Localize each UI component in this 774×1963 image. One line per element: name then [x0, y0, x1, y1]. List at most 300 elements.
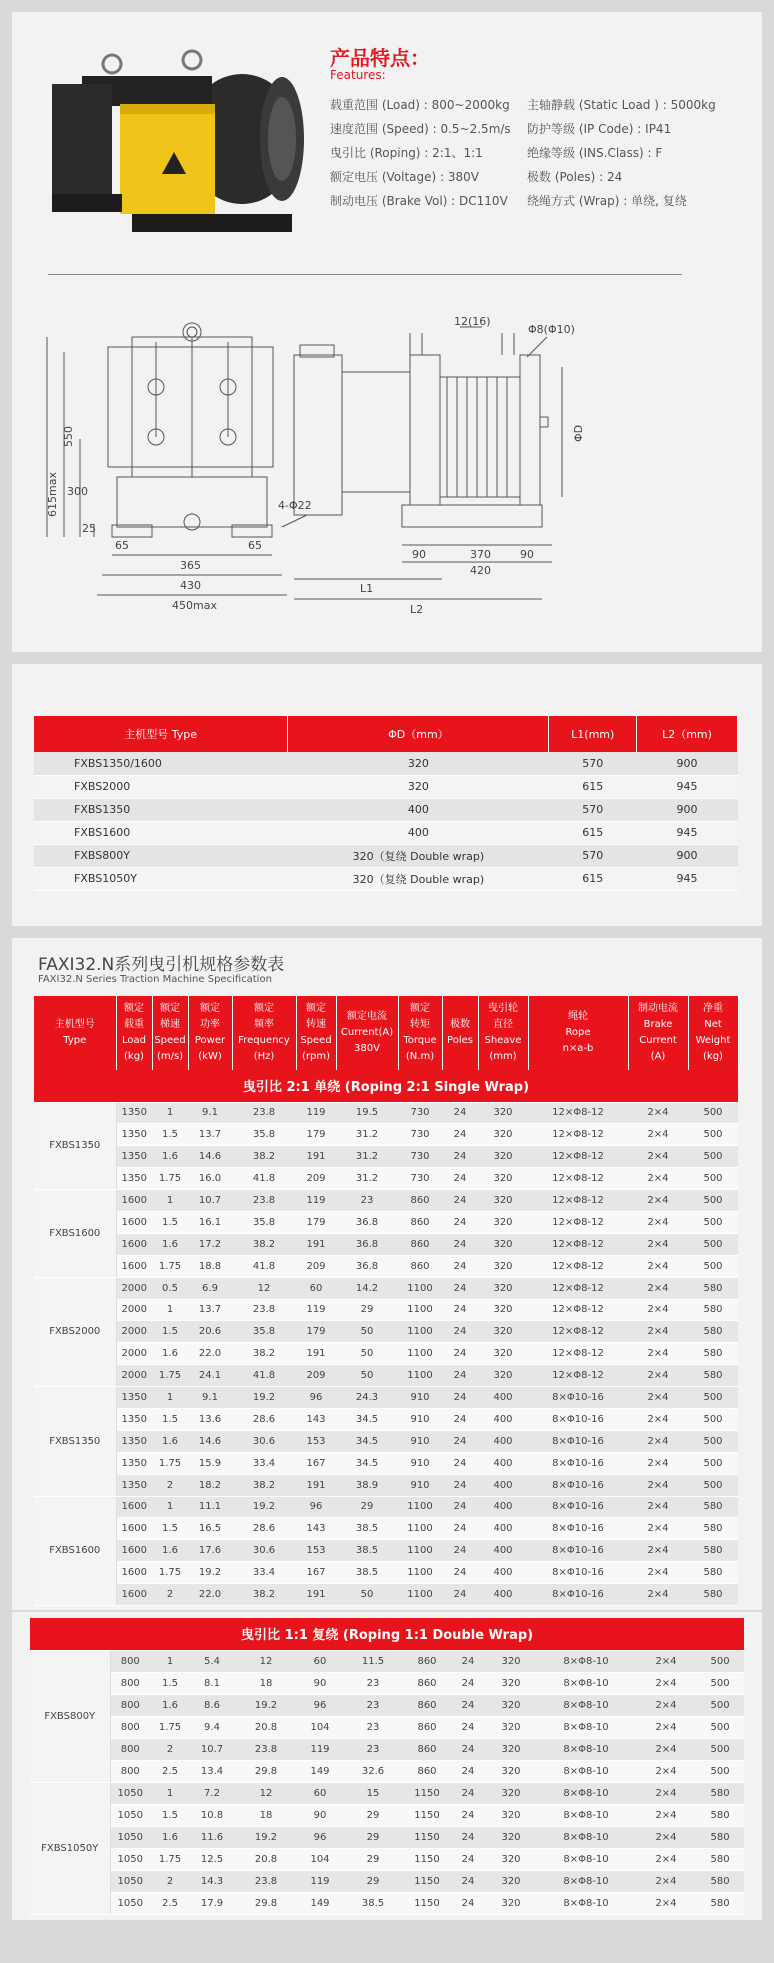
table-cell: 580: [688, 1277, 738, 1299]
table-cell: 1.6: [150, 1694, 190, 1716]
table-cell: 2×4: [628, 1496, 688, 1518]
table-cell: 1: [152, 1102, 188, 1124]
dim-300: 300: [67, 485, 88, 498]
table-cell: 24: [442, 1343, 478, 1365]
table-cell: 1350: [116, 1408, 152, 1430]
table-cell: 1350: [116, 1387, 152, 1409]
table-cell: 500: [688, 1190, 738, 1212]
table-cell: 1100: [398, 1365, 442, 1387]
table-cell: 24: [442, 1255, 478, 1277]
section-row: [30, 1618, 744, 1650]
table-cell: 8×Φ10-16: [528, 1562, 628, 1584]
feature-left-4: 制动电压 (Brake Vol) : DC110V: [330, 194, 508, 208]
table-cell: 2×4: [628, 1168, 688, 1190]
table-cell: 23: [336, 1190, 398, 1212]
table-cell: 1.6: [152, 1146, 188, 1168]
table-cell: 1350: [116, 1124, 152, 1146]
header-line: (kg): [703, 1051, 723, 1062]
table-cell: 2×4: [628, 1430, 688, 1452]
table-cell: 580: [688, 1299, 738, 1321]
table-cell: 12: [232, 1277, 296, 1299]
table-cell: 20.8: [234, 1716, 298, 1738]
table-cell: 320: [288, 775, 549, 798]
table-cell: 2000: [116, 1343, 152, 1365]
table-cell: 2×4: [628, 1190, 688, 1212]
table-cell: 9.4: [190, 1716, 234, 1738]
table-cell: 570: [549, 752, 637, 775]
table-cell: 8×Φ8-10: [536, 1826, 636, 1848]
table-cell: 400: [478, 1540, 528, 1562]
table-cell: FXBS800Y: [34, 844, 288, 867]
table-cell: 22.0: [188, 1343, 232, 1365]
table-cell: 23: [342, 1738, 404, 1760]
table-cell: 2×4: [628, 1343, 688, 1365]
header-line: Speed: [154, 1035, 186, 1046]
dim-365: 365: [180, 559, 201, 572]
table-cell: 580: [688, 1562, 738, 1584]
table-cell: 730: [398, 1168, 442, 1190]
table-cell: 1100: [398, 1321, 442, 1343]
table-cell: 209: [296, 1168, 336, 1190]
table-row: [34, 1518, 738, 1540]
feature-left-3: 额定电压 (Voltage) : 380V: [330, 170, 479, 184]
header-line: Current(A): [340, 1027, 394, 1038]
table-cell: 24.3: [336, 1387, 398, 1409]
table-cell: 191: [296, 1146, 336, 1168]
table-cell: 2.5: [150, 1892, 190, 1914]
table-cell: 860: [398, 1211, 442, 1233]
table-cell: 2×4: [628, 1365, 688, 1387]
table-cell: 1100: [398, 1562, 442, 1584]
table-cell: 2×4: [636, 1848, 696, 1870]
table-cell: 29.8: [234, 1892, 298, 1914]
table-row: [34, 1255, 738, 1277]
table-cell: 41.8: [232, 1168, 296, 1190]
table-cell: 23: [342, 1672, 404, 1694]
table-cell: 1600: [116, 1540, 152, 1562]
table-cell: 11.5: [342, 1650, 404, 1672]
table-cell: 500: [696, 1672, 744, 1694]
feature-right-0: 主轴静载 (Static Load ) : 5000kg: [527, 98, 716, 112]
table-cell: 2×4: [636, 1716, 696, 1738]
table-cell: 14.2: [336, 1277, 398, 1299]
table-cell: 1150: [404, 1848, 450, 1870]
table-row: [34, 1168, 738, 1190]
table-cell: 730: [398, 1146, 442, 1168]
table-cell: 320: [486, 1694, 536, 1716]
table-cell: 800: [110, 1716, 150, 1738]
header-line: (A): [650, 1051, 666, 1062]
table-cell: 167: [296, 1562, 336, 1584]
header-line: Torque: [403, 1035, 437, 1046]
table-cell: 14.6: [188, 1430, 232, 1452]
table-cell: 1: [150, 1782, 190, 1804]
header-line: 净重: [703, 1003, 723, 1014]
table-cell: 16.0: [188, 1168, 232, 1190]
dimension-table: [34, 716, 738, 891]
table-cell: 119: [296, 1102, 336, 1124]
table-cell: 38.2: [232, 1343, 296, 1365]
table-cell: 2×4: [628, 1387, 688, 1409]
table-cell: 8×Φ10-16: [528, 1584, 628, 1606]
table-cell: 500: [688, 1146, 738, 1168]
table-cell: 400: [288, 821, 549, 844]
header-line: (kW): [198, 1051, 222, 1062]
table-cell: 320: [486, 1782, 536, 1804]
table-cell: 320: [478, 1299, 528, 1321]
table-cell: 2×4: [628, 1518, 688, 1540]
table-cell: 320: [478, 1146, 528, 1168]
table-cell: 96: [296, 1496, 336, 1518]
header-line: 额定: [410, 1003, 430, 1014]
header-line: 额定电流: [347, 1011, 387, 1022]
table-cell: 1.6: [152, 1233, 188, 1255]
table-cell: 119: [296, 1299, 336, 1321]
header-line: (m/s): [156, 1051, 184, 1062]
table-cell: 96: [296, 1387, 336, 1409]
table-cell: 320（复绕 Double wrap): [288, 867, 549, 890]
table-cell: 24: [442, 1277, 478, 1299]
table-cell: 1150: [404, 1826, 450, 1848]
table-cell: 1350: [116, 1452, 152, 1474]
table-cell: 580: [696, 1782, 744, 1804]
header-line: Speed: [300, 1035, 332, 1046]
table-cell: 143: [296, 1518, 336, 1540]
table-cell: 19.2: [188, 1562, 232, 1584]
table-cell: 9.1: [188, 1102, 232, 1124]
table-cell: 119: [298, 1738, 342, 1760]
table-cell: 8×Φ10-16: [528, 1496, 628, 1518]
table-cell: 320: [486, 1892, 536, 1914]
table-cell: 800: [110, 1694, 150, 1716]
dim-12-16: 12(16): [454, 317, 491, 328]
table-cell: 17.2: [188, 1233, 232, 1255]
table-cell: 580: [688, 1365, 738, 1387]
table-cell: 500: [688, 1430, 738, 1452]
table-cell: 1600: [116, 1233, 152, 1255]
table-cell: 38.2: [232, 1233, 296, 1255]
table-cell: 500: [688, 1102, 738, 1124]
table-cell: 119: [298, 1870, 342, 1892]
table-cell: 2: [152, 1474, 188, 1496]
header-line: 额定: [200, 1003, 220, 1014]
table-cell: 8×Φ8-10: [536, 1870, 636, 1892]
table-cell: 24: [442, 1540, 478, 1562]
table-cell: 1.75: [150, 1848, 190, 1870]
table-cell: 149: [298, 1760, 342, 1782]
table-cell: 24: [450, 1738, 486, 1760]
table-row: [34, 1124, 738, 1146]
table-cell: 320: [486, 1826, 536, 1848]
table-cell: 615: [549, 867, 637, 890]
table-row: [30, 1672, 744, 1694]
table-cell: 41.8: [232, 1255, 296, 1277]
table-row: [34, 821, 738, 844]
table-cell: 1: [152, 1190, 188, 1212]
table-cell: 2×4: [628, 1584, 688, 1606]
dim-col-header: L2（mm): [637, 716, 738, 752]
table-cell: 320: [486, 1870, 536, 1892]
dim-phi-d: ΦD: [572, 424, 585, 442]
table-cell: 8×Φ8-10: [536, 1650, 636, 1672]
header-line: (Hz): [253, 1051, 275, 1062]
table-cell: 1: [152, 1299, 188, 1321]
dim-phi8-phi10: Φ8(Φ10): [528, 323, 575, 336]
table-cell: 1.5: [150, 1804, 190, 1826]
table-cell: 31.2: [336, 1124, 398, 1146]
table-cell: 18: [234, 1672, 298, 1694]
table-cell: 24: [442, 1474, 478, 1496]
model-cell: FXBS1350: [34, 1387, 116, 1496]
dim-90-right: 90: [520, 548, 534, 561]
table-row: [30, 1760, 744, 1782]
header-line: (rpm): [301, 1051, 330, 1062]
table-cell: 945: [637, 821, 738, 844]
table-cell: 320: [478, 1168, 528, 1190]
table-cell: 104: [298, 1716, 342, 1738]
table-cell: 320: [486, 1672, 536, 1694]
table-cell: 8×Φ8-10: [536, 1716, 636, 1738]
table-cell: 1050: [110, 1782, 150, 1804]
table-row: [30, 1892, 744, 1914]
table-cell: 24: [442, 1168, 478, 1190]
dim-370: 370: [470, 548, 491, 561]
table-row: [34, 775, 738, 798]
section-title: 曳引比 2:1 单绕 (Roping 2:1 Single Wrap): [34, 1070, 738, 1102]
table-cell: 1: [152, 1496, 188, 1518]
header-line: Sheave: [484, 1035, 522, 1046]
table-cell: 1100: [398, 1496, 442, 1518]
table-cell: 29: [342, 1804, 404, 1826]
table-cell: 2000: [116, 1365, 152, 1387]
spec-col-header: [34, 996, 116, 1070]
dim-430: 430: [180, 579, 201, 592]
table-cell: 7.2: [190, 1782, 234, 1804]
spec-col-header: [478, 996, 528, 1070]
feature-left-1: 速度范围 (Speed) : 0.5~2.5m/s: [330, 122, 511, 136]
table-cell: 11.6: [190, 1826, 234, 1848]
table-cell: 500: [696, 1738, 744, 1760]
dim-25: 25: [82, 522, 96, 535]
table-cell: 179: [296, 1321, 336, 1343]
table-cell: 24: [442, 1496, 478, 1518]
table-cell: 104: [298, 1848, 342, 1870]
table-cell: 1150: [404, 1782, 450, 1804]
dim-550: 550: [62, 426, 75, 447]
table-cell: 191: [296, 1584, 336, 1606]
table-cell: 24: [450, 1848, 486, 1870]
table-cell: 8×Φ8-10: [536, 1848, 636, 1870]
table-cell: FXBS1050Y: [34, 867, 288, 890]
table-cell: 580: [688, 1584, 738, 1606]
table-row: [30, 1826, 744, 1848]
dim-col-header: 主机型号 Type: [34, 716, 288, 752]
table-cell: 22.0: [188, 1584, 232, 1606]
table-cell: 2×4: [636, 1672, 696, 1694]
table-cell: 2×4: [636, 1694, 696, 1716]
table-cell: 500: [688, 1211, 738, 1233]
table-cell: 2×4: [636, 1738, 696, 1760]
table-cell: 1600: [116, 1190, 152, 1212]
header-line: 梯速: [160, 1019, 180, 1030]
table-cell: 29: [342, 1826, 404, 1848]
spec-col-header: [398, 996, 442, 1070]
table-cell: 8×Φ10-16: [528, 1518, 628, 1540]
table-cell: 1100: [398, 1540, 442, 1562]
table-cell: 1: [152, 1387, 188, 1409]
table-cell: 2×4: [628, 1299, 688, 1321]
table-cell: 23.8: [232, 1299, 296, 1321]
table-cell: 30.6: [232, 1540, 296, 1562]
table-cell: 1600: [116, 1518, 152, 1540]
table-cell: 2×4: [628, 1452, 688, 1474]
table-cell: 500: [688, 1168, 738, 1190]
table-cell: 191: [296, 1343, 336, 1365]
table-cell: 6.9: [188, 1277, 232, 1299]
table-cell: 38.2: [232, 1474, 296, 1496]
table-cell: 13.7: [188, 1299, 232, 1321]
table-row: [34, 1102, 738, 1124]
table-cell: 1.6: [152, 1430, 188, 1452]
table-cell: 36.8: [336, 1255, 398, 1277]
table-cell: 2×4: [628, 1277, 688, 1299]
table-cell: 119: [296, 1190, 336, 1212]
table-row: [34, 1343, 738, 1365]
table-cell: 320: [486, 1848, 536, 1870]
spec-col-header: [442, 996, 478, 1070]
spec-table-single-wrap: [34, 996, 739, 1606]
table-cell: 1100: [398, 1518, 442, 1540]
model-cell: FXBS800Y: [30, 1650, 110, 1782]
table-cell: 1.75: [152, 1365, 188, 1387]
table-cell: 60: [298, 1650, 342, 1672]
table-cell: 8×Φ10-16: [528, 1540, 628, 1562]
dim-450max: 450max: [172, 599, 217, 612]
spec-table-double-wrap: [30, 1618, 744, 1915]
header-line: 380V: [354, 1043, 380, 1054]
table-cell: 23.8: [234, 1738, 298, 1760]
table-row: [34, 1299, 738, 1321]
spec-col-header: [528, 996, 628, 1070]
table-row: [34, 1321, 738, 1343]
table-cell: 320: [478, 1190, 528, 1212]
table-cell: 2×4: [628, 1408, 688, 1430]
table-cell: 96: [298, 1694, 342, 1716]
header-line: 转速: [306, 1019, 326, 1030]
table-cell: 615: [549, 821, 637, 844]
table-cell: 24: [442, 1233, 478, 1255]
table-cell: 580: [688, 1518, 738, 1540]
header-line: 频率: [254, 1019, 274, 1030]
table-cell: 580: [688, 1496, 738, 1518]
table-cell: 500: [688, 1124, 738, 1146]
table-cell: 1.5: [152, 1124, 188, 1146]
table-cell: 2000: [116, 1277, 152, 1299]
table-cell: 1100: [398, 1343, 442, 1365]
table-cell: 13.6: [188, 1408, 232, 1430]
table-cell: 38.9: [336, 1474, 398, 1496]
table-cell: FXBS1350: [34, 798, 288, 821]
table-cell: 50: [336, 1321, 398, 1343]
table-cell: 1350: [116, 1146, 152, 1168]
table-cell: 800: [110, 1738, 150, 1760]
table-cell: 320: [478, 1321, 528, 1343]
table-cell: 38.2: [232, 1584, 296, 1606]
table-cell: 11.1: [188, 1496, 232, 1518]
table-cell: 10.7: [190, 1738, 234, 1760]
table-cell: 15: [342, 1782, 404, 1804]
table-cell: 1.5: [152, 1321, 188, 1343]
table-cell: 8×Φ10-16: [528, 1474, 628, 1496]
dim-615max: 615max: [46, 472, 59, 517]
table-cell: 2×4: [628, 1211, 688, 1233]
table-cell: 28.6: [232, 1408, 296, 1430]
table-cell: 580: [688, 1321, 738, 1343]
table-cell: 12×Φ8-12: [528, 1168, 628, 1190]
table-cell: 2×4: [628, 1124, 688, 1146]
table-cell: 18.8: [188, 1255, 232, 1277]
table-row: [34, 1408, 738, 1430]
table-row: [34, 1474, 738, 1496]
table-row: [34, 844, 738, 867]
table-cell: 2×4: [636, 1826, 696, 1848]
table-cell: 24: [450, 1760, 486, 1782]
table-cell: 14.3: [190, 1870, 234, 1892]
table-cell: 17.6: [188, 1540, 232, 1562]
table-cell: 12×Φ8-12: [528, 1124, 628, 1146]
features-title: 产品特点：: [330, 46, 430, 70]
table-cell: 580: [696, 1892, 744, 1914]
table-row: [34, 1277, 738, 1299]
spec-title: FAXI32.N系列曳引机规格参数表: [38, 955, 285, 975]
spec-col-header: [688, 996, 738, 1070]
table-cell: 2×4: [628, 1102, 688, 1124]
table-cell: 500: [688, 1233, 738, 1255]
table-cell: 24.1: [188, 1365, 232, 1387]
table-cell: 24: [442, 1430, 478, 1452]
table-cell: 2×4: [628, 1233, 688, 1255]
table-cell: 500: [696, 1650, 744, 1672]
table-cell: 320: [486, 1760, 536, 1782]
table-cell: 10.7: [188, 1190, 232, 1212]
table-cell: 570: [549, 844, 637, 867]
table-cell: 24: [442, 1124, 478, 1146]
table-cell: 2×4: [636, 1782, 696, 1804]
table-cell: 16.1: [188, 1211, 232, 1233]
dim-90-left: 90: [412, 548, 426, 561]
table-cell: 8.6: [190, 1694, 234, 1716]
table-cell: 400: [478, 1562, 528, 1584]
table-cell: 24: [450, 1870, 486, 1892]
table-cell: 8×Φ8-10: [536, 1760, 636, 1782]
model-cell: FXBS1600: [34, 1190, 116, 1278]
table-row: [34, 867, 738, 890]
table-cell: 1600: [116, 1496, 152, 1518]
dim-l2: L2: [410, 603, 424, 616]
spec-col-header: [296, 996, 336, 1070]
dim-4-phi22: 4-Φ22: [278, 499, 312, 512]
table-cell: 15.9: [188, 1452, 232, 1474]
section-row: [34, 1070, 738, 1102]
table-cell: 8×Φ8-10: [536, 1782, 636, 1804]
table-cell: 143: [296, 1408, 336, 1430]
table-cell: 1.75: [152, 1255, 188, 1277]
table-cell: 2×4: [628, 1540, 688, 1562]
table-row: [30, 1848, 744, 1870]
table-cell: 1350: [116, 1430, 152, 1452]
table-cell: 1100: [398, 1584, 442, 1606]
table-cell: 209: [296, 1255, 336, 1277]
